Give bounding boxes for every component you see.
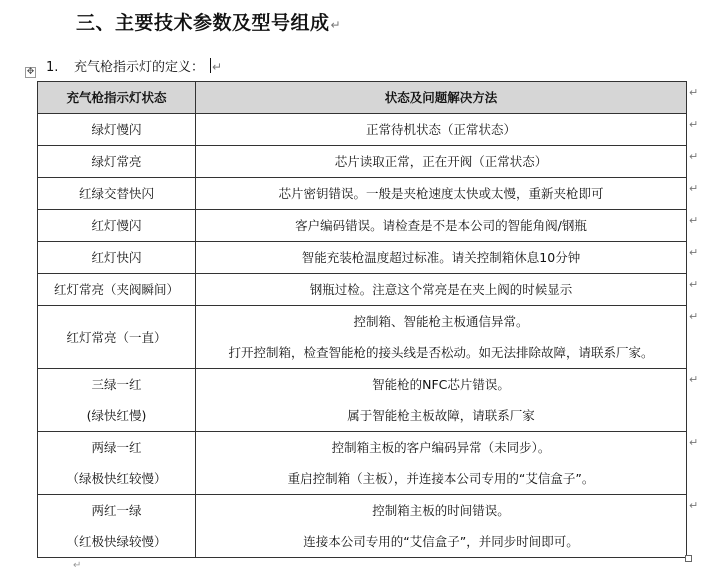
row-end-mark: ↵ — [689, 309, 699, 323]
status-text: 红绿交替快闪 — [78, 186, 154, 201]
status-text: （绿极快红较慢） — [66, 471, 167, 486]
status-cell — [38, 274, 196, 306]
status-text: 两绿一红 — [91, 440, 142, 455]
row-end-mark: ↵ — [689, 435, 699, 449]
table-row — [38, 369, 687, 432]
solution-cell — [196, 306, 687, 369]
solution-text: 芯片读取正常，正在开阀（正常状态） — [334, 154, 548, 169]
table-row — [38, 178, 687, 210]
status-text: 红灯常亮（一直） — [66, 329, 167, 345]
status-text: 绿灯常亮 — [91, 154, 142, 169]
table-row — [38, 242, 687, 274]
row-end-mark: ↵ — [689, 181, 699, 195]
solution-cell — [196, 146, 687, 178]
solution-text: 打开控制箱，检查智能枪的接头线是否松动。如无法排除故障，请联系厂家。 — [228, 345, 654, 360]
solution-text: 控制箱主板的时间错误。 — [372, 503, 510, 518]
status-text: （红极快绿较慢） — [66, 534, 167, 549]
solution-cell — [196, 432, 687, 495]
paragraph-mark: ↵ — [73, 560, 82, 571]
table-row — [38, 210, 687, 242]
status-text: (绿快红慢) — [86, 408, 147, 423]
table-row — [38, 432, 687, 495]
solution-text: 钢瓶过检。注意这个常亮是在夹上阀的时候显示 — [309, 282, 573, 297]
status-text: 绿灯慢闪 — [91, 122, 142, 137]
header-status: 充气枪指示灯状态 — [38, 82, 196, 114]
table-header-row — [38, 82, 687, 114]
parameter-table — [37, 81, 687, 558]
status-text: 红灯快闪 — [91, 250, 142, 265]
solution-cell — [196, 495, 687, 558]
row-end-mark: ↵ — [689, 245, 699, 259]
solution-text: 智能枪的NFC芯片错误。 — [372, 377, 510, 392]
status-text: 红灯慢闪 — [91, 218, 142, 233]
status-text: 红灯常亮（夹阀瞬间） — [53, 282, 179, 297]
text-cursor — [210, 58, 211, 73]
table-row — [38, 114, 687, 146]
solution-cell — [196, 114, 687, 146]
solution-text: 智能充装枪温度超过标准。请关控制箱休息10分钟 — [301, 250, 581, 265]
section-heading: 三、主要技术参数及型号组成↵ — [76, 12, 342, 34]
status-cell — [38, 178, 196, 210]
table-row — [38, 306, 687, 369]
status-cell — [38, 432, 196, 495]
solution-text: 重启控制箱（主板），并连接本公司专用的“艾信盒子”。 — [287, 471, 595, 486]
row-end-mark: ↵ — [689, 117, 699, 131]
table-resize-handle[interactable] — [685, 555, 692, 562]
row-end-mark: ↵ — [689, 372, 699, 386]
solution-text: 客户编码错误。请检查是不是本公司的智能角阀/钢瓶 — [295, 218, 587, 233]
table-row — [38, 495, 687, 558]
table-row — [38, 274, 687, 306]
table-row — [38, 146, 687, 178]
status-cell — [38, 114, 196, 146]
status-cell — [38, 369, 196, 432]
row-end-mark: ↵ — [689, 149, 699, 163]
status-text: 两红一绿 — [91, 503, 142, 518]
status-cell — [38, 306, 196, 369]
status-cell — [38, 210, 196, 242]
table-move-handle-icon[interactable]: ✥ — [26, 67, 35, 77]
solution-text: 正常待机状态（正常状态） — [365, 122, 516, 137]
solution-cell — [196, 369, 687, 432]
status-cell — [38, 146, 196, 178]
list-item-text: 充气枪指示灯的定义： — [74, 60, 205, 75]
row-end-mark: ↵ — [689, 85, 699, 99]
solution-cell — [196, 242, 687, 274]
header-solution: 状态及问题解决方法 — [196, 82, 687, 114]
status-text: 三绿一红 — [91, 377, 142, 392]
solution-text: 芯片密钥错误。一般是夹枪速度太快或太慢，重新夹枪即可 — [278, 186, 604, 201]
solution-text: 控制箱、智能枪主板通信异常。 — [353, 314, 529, 329]
row-end-mark: ↵ — [689, 498, 699, 512]
solution-cell — [196, 210, 687, 242]
row-end-mark: ↵ — [689, 213, 699, 227]
row-end-mark: ↵ — [689, 277, 699, 291]
status-cell — [38, 242, 196, 274]
solution-cell — [196, 274, 687, 306]
solution-cell — [196, 178, 687, 210]
list-item: 1. 充气枪指示灯的定义： ↵ — [46, 60, 223, 75]
status-cell — [38, 495, 196, 558]
solution-text: 控制箱主板的客户编码异常（未同步）。 — [331, 440, 551, 455]
solution-text: 属于智能枪主板故障，请联系厂家 — [347, 408, 535, 423]
solution-text: 连接本公司专用的“艾信盒子”，并同步时间即可。 — [303, 534, 579, 549]
list-number: 1. — [46, 60, 59, 75]
